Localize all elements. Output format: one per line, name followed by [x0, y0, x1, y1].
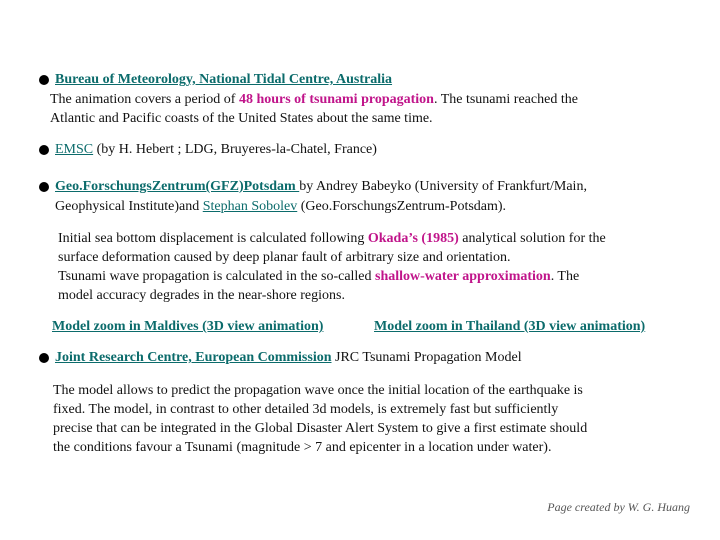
sec1-l1-pre: The animation covers a period of	[50, 92, 239, 107]
para1-line4: model accuracy degrades in the near-shore regions.	[58, 288, 345, 303]
sobolev-link[interactable]: Stephan Sobolev	[202, 199, 298, 214]
page-credit: Page created by W. G. Huang	[547, 500, 690, 514]
maldives-zoom-link[interactable]: Model zoom in Maldives (3D view animation)	[52, 319, 324, 334]
emsc-link[interactable]: EMSC	[55, 142, 94, 157]
sec1-line2: Atlantic and Pacific coasts of the United States about the same time.	[50, 111, 433, 126]
para1-l1-post: analytical solution for the	[458, 231, 606, 246]
para2-line4: the conditions favour a Tsunami (magnitude > 7 and epicenter in a location under water).	[53, 440, 552, 455]
thailand-zoom-link[interactable]: Model zoom in Thailand (3D view animation)	[374, 319, 646, 334]
sec3-l2-post: (Geo.ForschungsZentrum-Potsdam).	[297, 199, 507, 214]
shallow-water-highlight: shallow-water approximation	[375, 269, 551, 284]
bom-link[interactable]: Bureau of Meteorology, National Tidal Centre, Australia	[55, 72, 393, 87]
jrc-link[interactable]: Joint Research Centre, European Commission	[55, 350, 332, 365]
para1-line1	[58, 230, 606, 248]
bullet-1	[39, 75, 49, 85]
sec2-rest: (by H. Hebert ; LDG, Bruyeres-la-Chatel, France)	[93, 142, 377, 157]
para2-line1: The model allows to predict the propagation wave once the initial location of the earthquake is	[53, 383, 583, 398]
sec3-l2-pre: Geophysical Institute)and	[55, 199, 203, 214]
sec4-rest: JRC Tsunami Propagation Model	[331, 350, 522, 365]
bullet-4	[39, 353, 49, 363]
para2-line3: precise that can be integrated in the Global Disaster Alert System to give a first estimate should	[53, 421, 588, 436]
para1-l1-pre: Initial sea bottom displacement is calculated following	[58, 231, 368, 246]
okada-highlight: Okada’s (1985)	[367, 231, 459, 246]
bullet-3	[39, 182, 49, 192]
bullet-2	[39, 145, 49, 155]
para1-line2: surface deformation caused by deep planar fault of arbitrary size and orientation.	[58, 250, 511, 265]
sec4-heading	[55, 349, 522, 367]
para1-l3-pre: Tsunami wave propagation is calculated in the so-called	[58, 269, 376, 284]
para2-line2: fixed. The model, in contrast to other detailed 3d models, is extremely fast but sufficiently	[53, 402, 559, 417]
gfz-link[interactable]: Geo.ForschungsZentrum(GFZ)Potsdam	[55, 179, 300, 194]
sec1-highlight: 48 hours of tsunami propagation	[238, 92, 434, 107]
sec3-rest: by Andrey Babeyko (University of Frankfurt/Main,	[299, 179, 587, 194]
sec3-line2	[55, 198, 506, 216]
sec3-heading	[55, 178, 587, 196]
zoom-row-2	[374, 318, 645, 336]
sec1-line1	[50, 91, 578, 109]
sec1-heading	[55, 71, 392, 89]
zoom-row	[52, 318, 323, 336]
sec2-heading	[55, 141, 377, 159]
para1-line3	[58, 268, 579, 286]
sec1-l1-post: . The tsunami reached the	[433, 92, 578, 107]
para1-l3-post: . The	[550, 269, 580, 284]
